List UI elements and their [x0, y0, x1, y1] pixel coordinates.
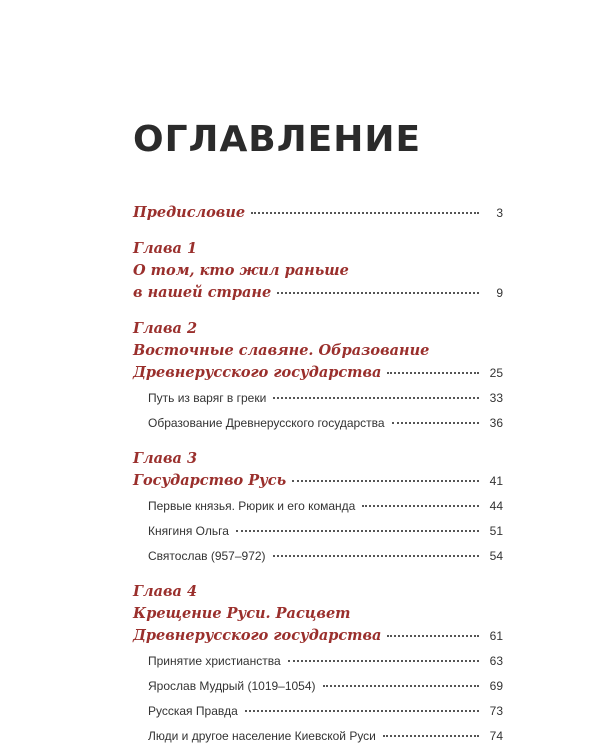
dot-leader: [245, 710, 479, 712]
page-number: 73: [489, 704, 503, 718]
toc-chapter: [133, 581, 503, 747]
page-number: 25: [489, 366, 503, 380]
dot-leader: [362, 505, 479, 507]
section-title: Принятие христианства: [148, 654, 281, 668]
page-number: 41: [489, 474, 503, 488]
page-number: 3: [496, 206, 503, 220]
toc-chapter: [133, 318, 503, 434]
chapter-label: Глава 1: [133, 240, 198, 257]
page-number: 51: [489, 524, 503, 538]
chapter-label: Глава 3: [133, 450, 198, 467]
dot-leader: [383, 735, 479, 737]
section-title: Ярослав Мудрый (1019–1054): [148, 679, 316, 693]
toc-section-entry[interactable]: [148, 675, 503, 697]
dot-leader: [251, 212, 479, 214]
chapter-title-entry[interactable]: [133, 282, 503, 304]
section-title: Святослав (957–972): [148, 549, 266, 563]
chapter-list: [133, 238, 503, 747]
chapter-label: Глава 2: [133, 320, 198, 337]
toc-section-entry[interactable]: [148, 650, 503, 672]
page-number: 9: [496, 286, 503, 300]
toc-entry-preface[interactable]: [133, 202, 503, 224]
table-of-contents: [133, 202, 503, 747]
chapter-title-entry[interactable]: [133, 470, 503, 492]
dot-leader: [273, 555, 479, 557]
section-title: Первые князья. Рюрик и его команда: [148, 499, 356, 513]
toc-section-entry[interactable]: [148, 520, 503, 542]
page-number: 36: [489, 416, 503, 430]
dot-leader: [288, 660, 479, 662]
chapter-title-line: Крещение Руси. Расцвет: [133, 605, 351, 622]
page-number: 61: [489, 629, 503, 643]
section-title: Княгиня Ольга: [148, 524, 229, 538]
page-number: 44: [489, 499, 503, 513]
chapter-title-line: Государство Русь: [133, 472, 287, 489]
chapter-title-entry[interactable]: [133, 625, 503, 647]
chapter-title-line: Древнерусского государства: [133, 627, 382, 644]
dot-leader: [387, 372, 479, 374]
page-number: 74: [489, 729, 503, 743]
page-number: 54: [489, 549, 503, 563]
page-title: ОГЛАВЛЕНИЕ: [133, 119, 422, 160]
page-number: 33: [489, 391, 503, 405]
toc-section-entry[interactable]: [148, 700, 503, 722]
section-title: Путь из варяг в греки: [148, 391, 267, 405]
chapter-title-line: Восточные славяне. Образование: [133, 342, 430, 359]
dot-leader: [292, 480, 479, 482]
section-list: [133, 387, 503, 434]
toc-section-entry[interactable]: [148, 412, 503, 434]
dot-leader: [392, 422, 479, 424]
toc-section-entry[interactable]: [148, 387, 503, 409]
toc-chapter: [133, 448, 503, 567]
page-number: 69: [489, 679, 503, 693]
toc-section-entry[interactable]: [148, 495, 503, 517]
toc-entry-title: Предисловие: [133, 204, 246, 221]
section-title: Образование Древнерусского государства: [148, 416, 385, 430]
page-number: 63: [489, 654, 503, 668]
dot-leader: [273, 397, 479, 399]
dot-leader: [323, 685, 479, 687]
chapter-title-line: О том, кто жил раньше: [133, 262, 349, 279]
dot-leader: [387, 635, 479, 637]
toc-section-entry[interactable]: [148, 725, 503, 747]
chapter-title-entry[interactable]: [133, 362, 503, 384]
section-title: Люди и другое население Киевской Руси: [148, 729, 376, 743]
section-list: [133, 495, 503, 567]
chapter-title-line: Древнерусского государства: [133, 364, 382, 381]
section-title: Русская Правда: [148, 704, 238, 718]
dot-leader: [277, 292, 479, 294]
toc-section-entry[interactable]: [148, 545, 503, 567]
chapter-title-line: в нашей стране: [133, 284, 272, 301]
chapter-label: Глава 4: [133, 583, 198, 600]
section-list: [133, 650, 503, 747]
dot-leader: [236, 530, 479, 532]
toc-chapter: [133, 238, 503, 304]
